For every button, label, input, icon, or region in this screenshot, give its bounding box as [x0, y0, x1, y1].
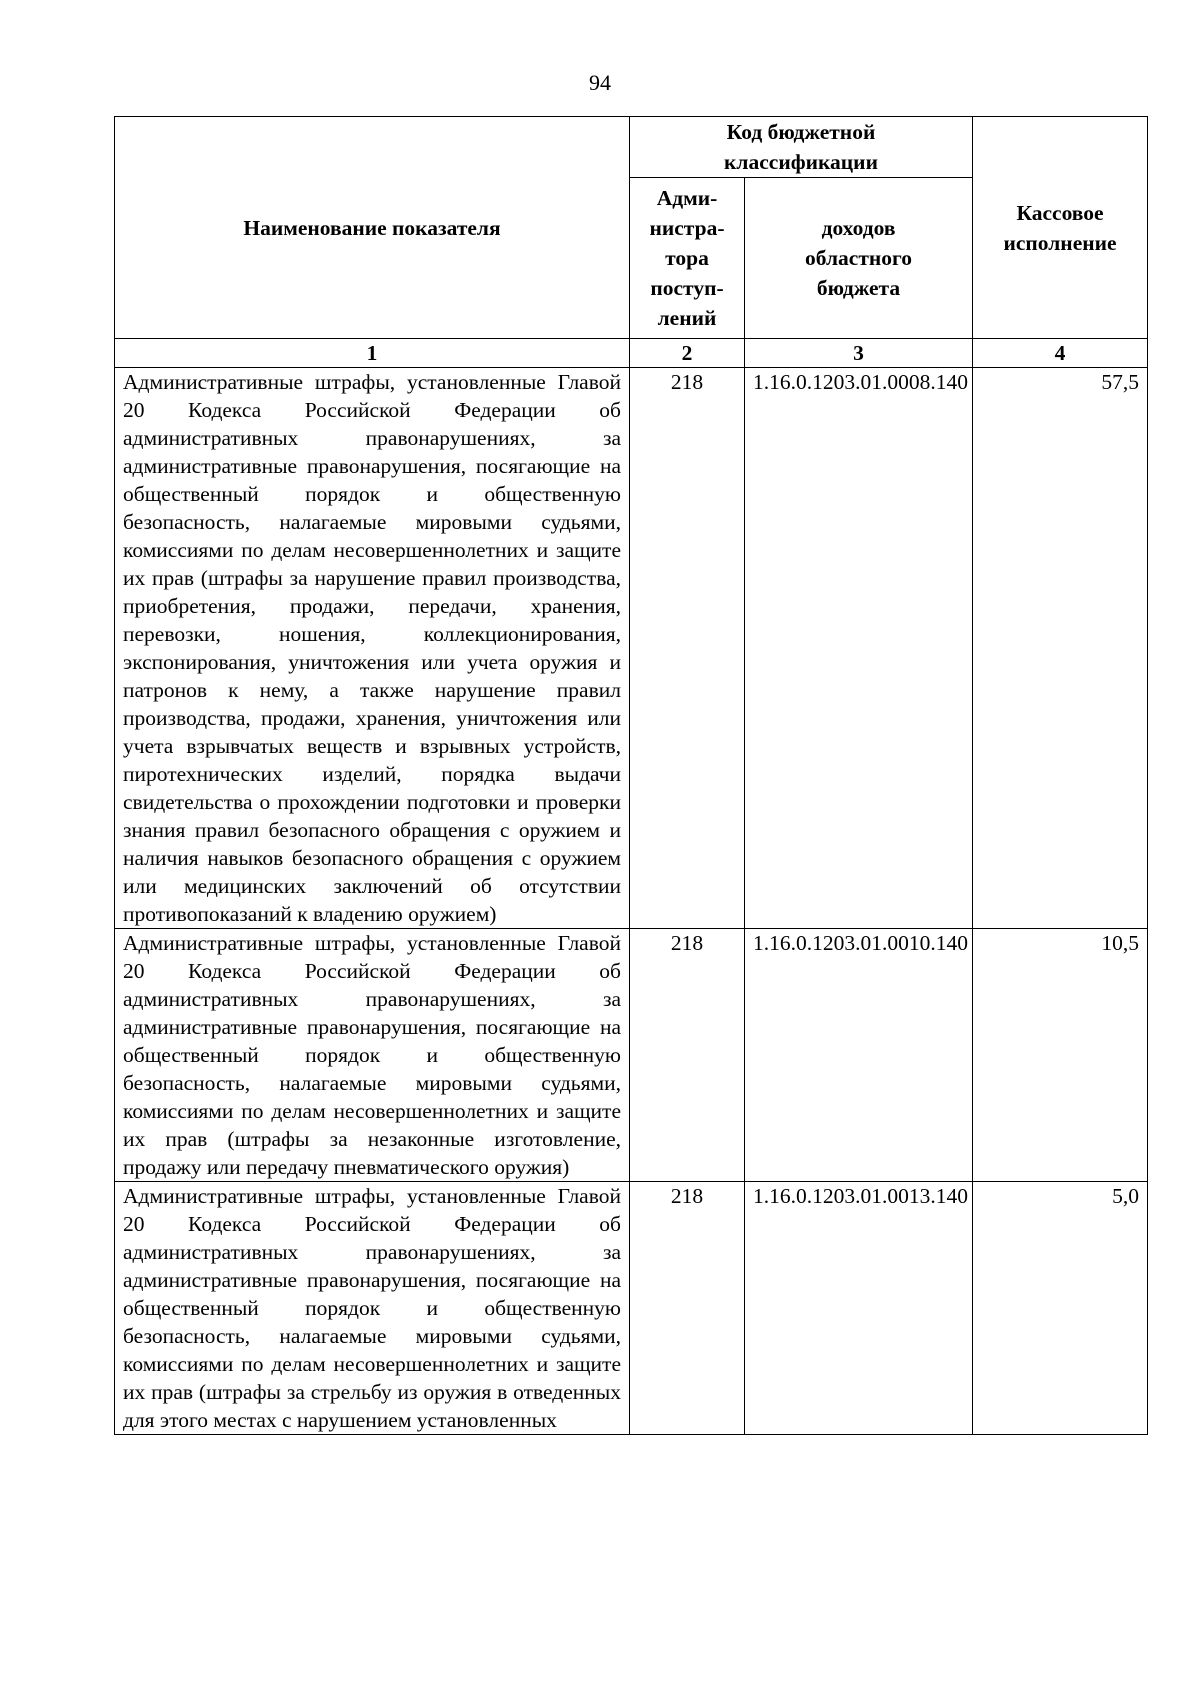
header-code-group: Код бюджетной классификации — [630, 117, 973, 178]
column-number-4: 4 — [973, 339, 1148, 368]
row-cash-execution: 5,0 — [973, 1182, 1148, 1435]
revenue-table — [114, 116, 1148, 1435]
row-cash-execution: 10,5 — [973, 929, 1148, 1182]
row-income-code: 1.16.0.1203.01.0013.140 — [745, 1182, 973, 1435]
row-indicator-name: Административные штрафы, установленные Главой 20 Кодекса Российской Федерации об административных правонарушениях, за административные правонарушения, посягающие на общественный порядок и общественную безопасность, налагаемые мировыми судьями, комиссиями по делам несовершеннолетних и защите их прав (штрафы за нарушение правил производства, приобретения, продажи, передачи, хранения, перевозки, ношения, коллекционирования, экспонирования, уничтожения или учета оружия и патронов к нему, а также нарушение правил производства, продажи, хранения, уничтожения или учета взрывчатых веществ и взрывных устройств, пиротехнических изделий, порядка выдачи свидетельства о прохождении подготовки и проверки знания правил безопасного обращения с оружием и наличия навыков безопасного обращения с оружием или медицинских заключений об отсутствии противопоказаний к владению оружием) — [115, 368, 630, 929]
header-administrator — [630, 178, 745, 339]
table-row — [115, 368, 1148, 929]
row-administrator-code: 218 — [630, 929, 745, 1182]
header-cash-execution-label: Кассовое исполнение — [1003, 200, 1117, 255]
table-body — [115, 368, 1148, 1435]
row-administrator-code: 218 — [630, 1182, 745, 1435]
row-income-code: 1.16.0.1203.01.0008.140 — [745, 368, 973, 929]
row-indicator-name: Административные штрафы, установленные Главой 20 Кодекса Российской Федерации об административных правонарушениях, за административные правонарушения, посягающие на общественный порядок и общественную безопасность, налагаемые мировыми судьями, комиссиями по делам несовершеннолетних и защите их прав (штрафы за стрельбу из оружия в отведенных для этого местах с нарушением установленных — [115, 1182, 630, 1435]
column-number-2: 2 — [630, 339, 745, 368]
table-row — [115, 929, 1148, 1182]
header-administrator-label: Адми-нистра-тора поступ-лений — [649, 186, 725, 330]
header-indicator-name: Наименование показателя — [115, 117, 630, 339]
header-cash-execution — [973, 117, 1148, 339]
row-administrator-code: 218 — [630, 368, 745, 929]
table-header — [115, 117, 1148, 368]
row-indicator-name: Административные штрафы, установленные Главой 20 Кодекса Российской Федерации об административных правонарушениях, за административные правонарушения, посягающие на общественный порядок и общественную безопасность, налагаемые мировыми судьями, комиссиями по делам несовершеннолетних и защите их прав (штрафы за незаконные изготовление, продажу или передачу пневматического оружия) — [115, 929, 630, 1182]
row-cash-execution: 57,5 — [973, 368, 1148, 929]
column-numbers-row — [115, 339, 1148, 368]
column-number-1: 1 — [115, 339, 630, 368]
header-income-code: доходов областного бюджета — [745, 178, 973, 339]
row-income-code: 1.16.0.1203.01.0010.140 — [745, 929, 973, 1182]
page-number: 94 — [589, 70, 611, 95]
column-number-3: 3 — [745, 339, 973, 368]
table-row — [115, 1182, 1148, 1435]
